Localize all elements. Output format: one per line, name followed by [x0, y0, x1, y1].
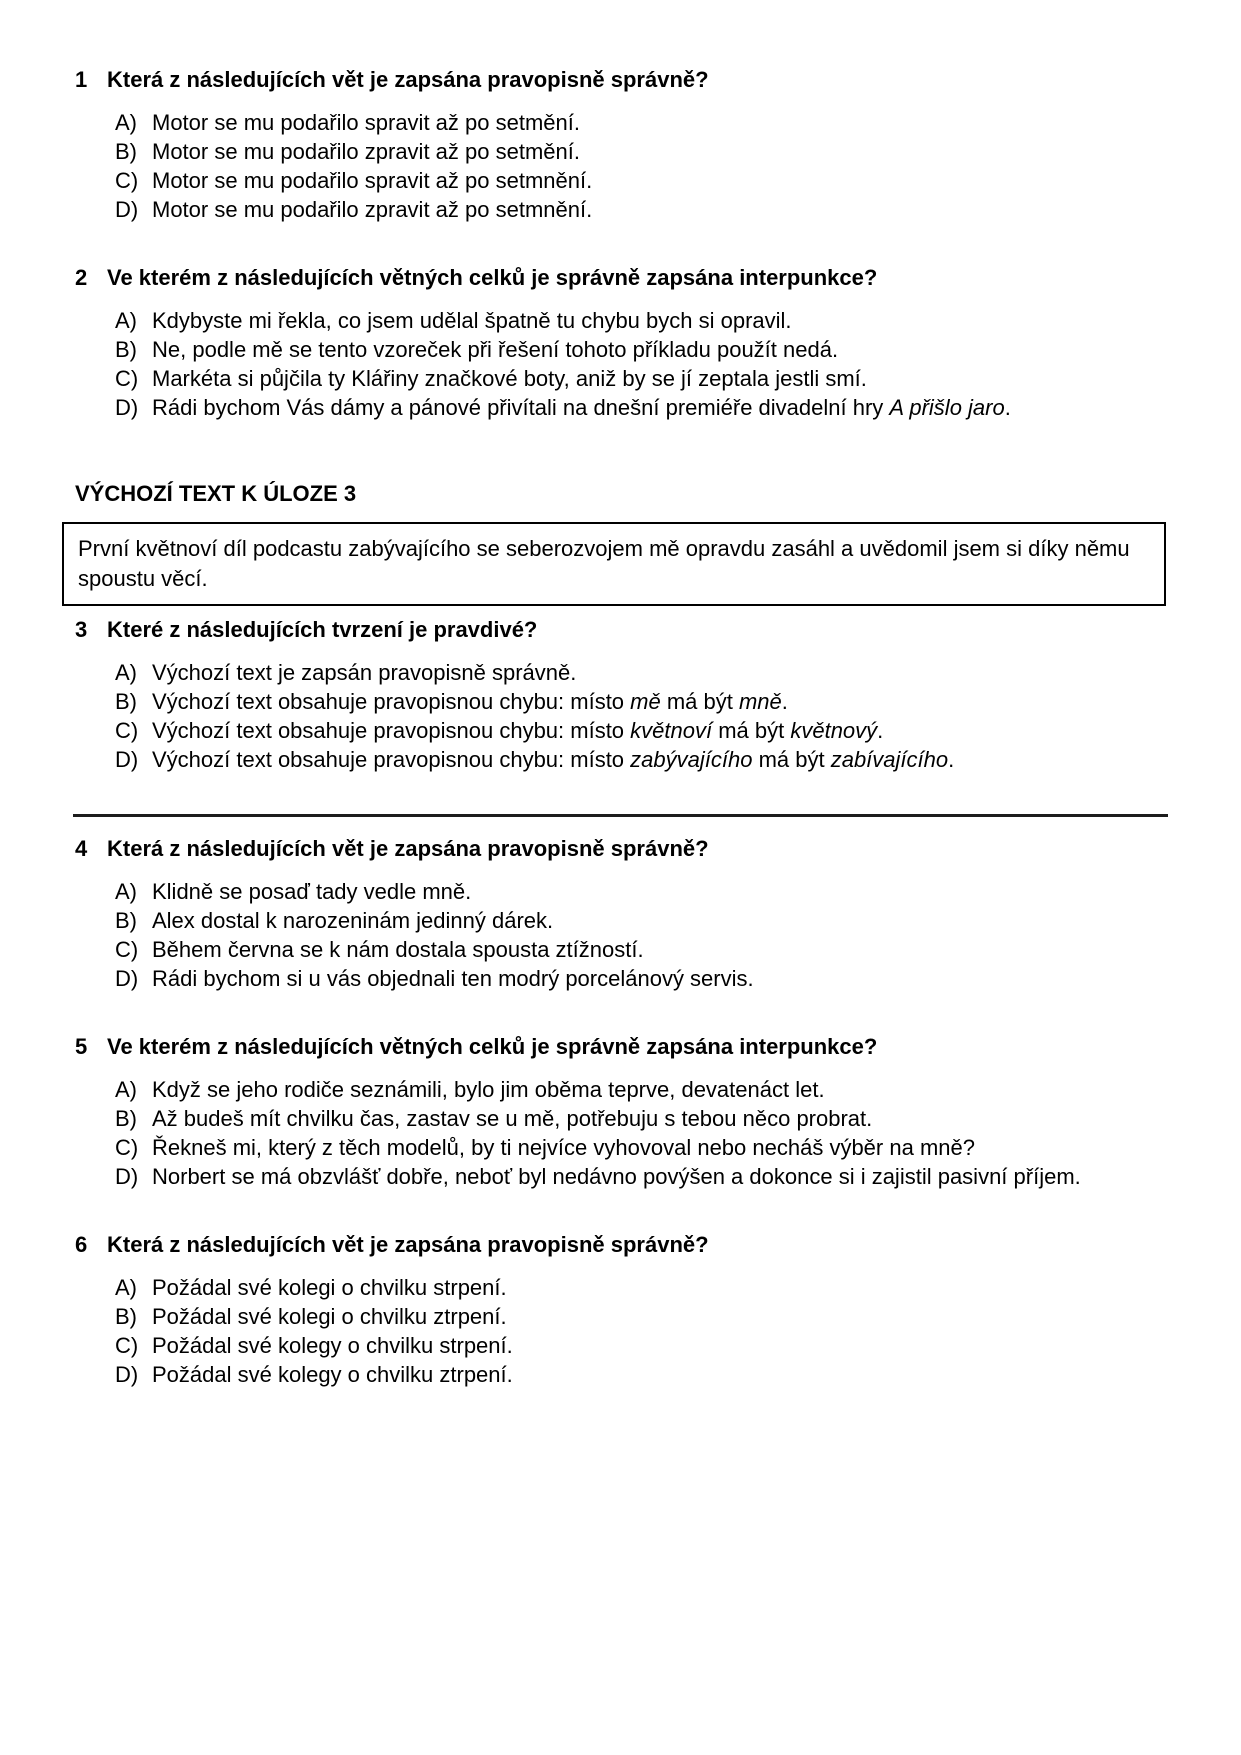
question-block — [75, 1033, 1166, 1191]
answer-option — [115, 906, 1166, 935]
option-text: Norbert se má obzvlášť dobře, neboť byl nedávno povýšen a dokonce si i zajistil pasivní příjem. — [152, 1164, 1081, 1189]
answer-option — [115, 137, 1166, 166]
answer-option — [115, 1133, 1166, 1162]
question-prompt: Která z následujících vět je zapsána pravopisně správně? — [107, 836, 709, 861]
answer-option — [115, 1302, 1166, 1331]
option-text: Požádal své kolegy o chvilku ztrpení. — [152, 1362, 513, 1387]
option-letter: D) — [115, 395, 139, 420]
question-block — [75, 1231, 1166, 1389]
option-text: Ne, podle mě se tento vzoreček při řešení tohoto příkladu použít nedá. — [152, 337, 839, 362]
question-number: 2 — [75, 265, 88, 290]
question-block — [75, 835, 1166, 993]
option-letter: C) — [115, 1333, 139, 1358]
option-letter: B) — [115, 908, 137, 933]
answer-options — [115, 306, 1166, 422]
source-text-label: VÝCHOZÍ TEXT K ÚLOZE 3 — [75, 481, 357, 506]
option-text: Motor se mu podařilo zpravit až po setmění. — [152, 139, 580, 164]
option-letter: B) — [115, 1304, 137, 1329]
option-text: Kdybyste mi řekla, co jsem udělal špatně tu chybu bych si opravil. — [152, 308, 792, 333]
answer-option — [115, 877, 1166, 906]
question-prompt: Ve kterém z následujících větných celků je správně zapsána interpunkce? — [107, 265, 878, 290]
answer-option — [115, 658, 1166, 687]
option-text: Rádi bychom Vás dámy a pánové přivítali na dnešní premiéře divadelní hry A přišlo jaro. — [152, 395, 1011, 420]
answer-option — [115, 745, 1166, 774]
option-text: Motor se mu podařilo zpravit až po setmnění. — [152, 197, 593, 222]
source-text-box — [62, 522, 1166, 606]
option-text: Výchozí text obsahuje pravopisnou chybu: místo mě má být mně. — [152, 689, 788, 714]
option-text: Markéta si půjčila ty Klářiny značkové boty, aniž by se jí zeptala jestli smí. — [152, 366, 867, 391]
option-text: Požádal své kolegi o chvilku ztrpení. — [152, 1304, 507, 1329]
question-number: 5 — [75, 1034, 88, 1059]
option-letter: A) — [115, 1077, 137, 1102]
question-block — [75, 66, 1166, 224]
question-number: 6 — [75, 1232, 88, 1257]
answer-option — [115, 335, 1166, 364]
answer-option — [115, 1162, 1166, 1191]
option-letter: B) — [115, 139, 137, 164]
answer-options — [115, 877, 1166, 993]
option-text: Požádal své kolegy o chvilku strpení. — [152, 1333, 513, 1358]
question-prompt: Která z následujících vět je zapsána pravopisně správně? — [107, 67, 709, 92]
option-letter: D) — [115, 966, 139, 991]
option-letter: C) — [115, 718, 139, 743]
question-heading — [75, 1033, 1166, 1061]
option-text: Až budeš mít chvilku čas, zastav se u mě, potřebuju s tebou něco probrat. — [152, 1106, 873, 1131]
question-heading — [75, 835, 1166, 863]
question-prompt: Které z následujících tvrzení je pravdivé? — [107, 617, 538, 642]
option-text: Požádal své kolegi o chvilku strpení. — [152, 1275, 507, 1300]
option-letter: D) — [115, 197, 139, 222]
option-text: Motor se mu podařilo spravit až po setmnění. — [152, 168, 593, 193]
answer-option — [115, 1331, 1166, 1360]
answer-options — [115, 1075, 1166, 1191]
answer-option — [115, 166, 1166, 195]
option-letter: B) — [115, 689, 137, 714]
option-letter: A) — [115, 110, 137, 135]
option-letter: C) — [115, 366, 139, 391]
question-number: 1 — [75, 67, 88, 92]
answer-option — [115, 306, 1166, 335]
section-divider — [73, 814, 1168, 817]
answer-option — [115, 1104, 1166, 1133]
question-heading — [75, 616, 1166, 644]
option-text: Motor se mu podařilo spravit až po setmění. — [152, 110, 580, 135]
option-text: Alex dostal k narozeninám jedinný dárek. — [152, 908, 554, 933]
option-letter: C) — [115, 168, 139, 193]
source-text-section — [75, 480, 1166, 606]
option-text: Když se jeho rodiče seznámili, bylo jim oběma teprve, devatenáct let. — [152, 1077, 825, 1102]
answer-option — [115, 393, 1166, 422]
option-letter: D) — [115, 1362, 139, 1387]
option-text: Výchozí text obsahuje pravopisnou chybu: místo zabývajícího má být zabívajícího. — [152, 747, 955, 772]
question-heading — [75, 66, 1166, 94]
question-block — [75, 616, 1166, 774]
answer-option — [115, 195, 1166, 224]
answer-option — [115, 687, 1166, 716]
answer-option — [115, 935, 1166, 964]
option-text: Během června se k nám dostala spousta ztížností. — [152, 937, 644, 962]
question-prompt: Která z následujících vět je zapsána pravopisně správně? — [107, 1232, 709, 1257]
option-text: Výchozí text je zapsán pravopisně správně. — [152, 660, 577, 685]
option-letter: B) — [115, 337, 137, 362]
option-text: Klidně se posaď tady vedle mně. — [152, 879, 472, 904]
answer-option — [115, 964, 1166, 993]
question-number: 3 — [75, 617, 88, 642]
answer-option — [115, 108, 1166, 137]
option-letter: A) — [115, 308, 137, 333]
question-block — [75, 264, 1166, 422]
answer-option — [115, 716, 1166, 745]
answer-option — [115, 1075, 1166, 1104]
question-heading — [75, 1231, 1166, 1259]
question-number: 4 — [75, 836, 88, 861]
answer-options — [115, 1273, 1166, 1389]
option-text: Rádi bychom si u vás objednali ten modrý porcelánový servis. — [152, 966, 754, 991]
answer-options — [115, 658, 1166, 774]
answer-option — [115, 1360, 1166, 1389]
option-letter: A) — [115, 660, 137, 685]
answer-option — [115, 364, 1166, 393]
option-text: Řekneš mi, který z těch modelů, by ti nejvíce vyhovoval nebo necháš výběr na mně? — [152, 1135, 975, 1160]
answer-option — [115, 1273, 1166, 1302]
option-letter: C) — [115, 1135, 139, 1160]
question-prompt: Ve kterém z následujících větných celků je správně zapsána interpunkce? — [107, 1034, 878, 1059]
option-letter: B) — [115, 1106, 137, 1131]
answer-options — [115, 108, 1166, 224]
option-letter: D) — [115, 1164, 139, 1189]
option-text: Výchozí text obsahuje pravopisnou chybu: místo květnoví má být květnový. — [152, 718, 884, 743]
option-letter: D) — [115, 747, 139, 772]
option-letter: A) — [115, 879, 137, 904]
option-letter: A) — [115, 1275, 137, 1300]
source-text: První květnoví díl podcastu zabývajícího se seberozvojem mě opravdu zasáhl a uvědomil jsem si díky němu spoustu věcí. — [78, 536, 1130, 591]
question-heading — [75, 264, 1166, 292]
option-letter: C) — [115, 937, 139, 962]
